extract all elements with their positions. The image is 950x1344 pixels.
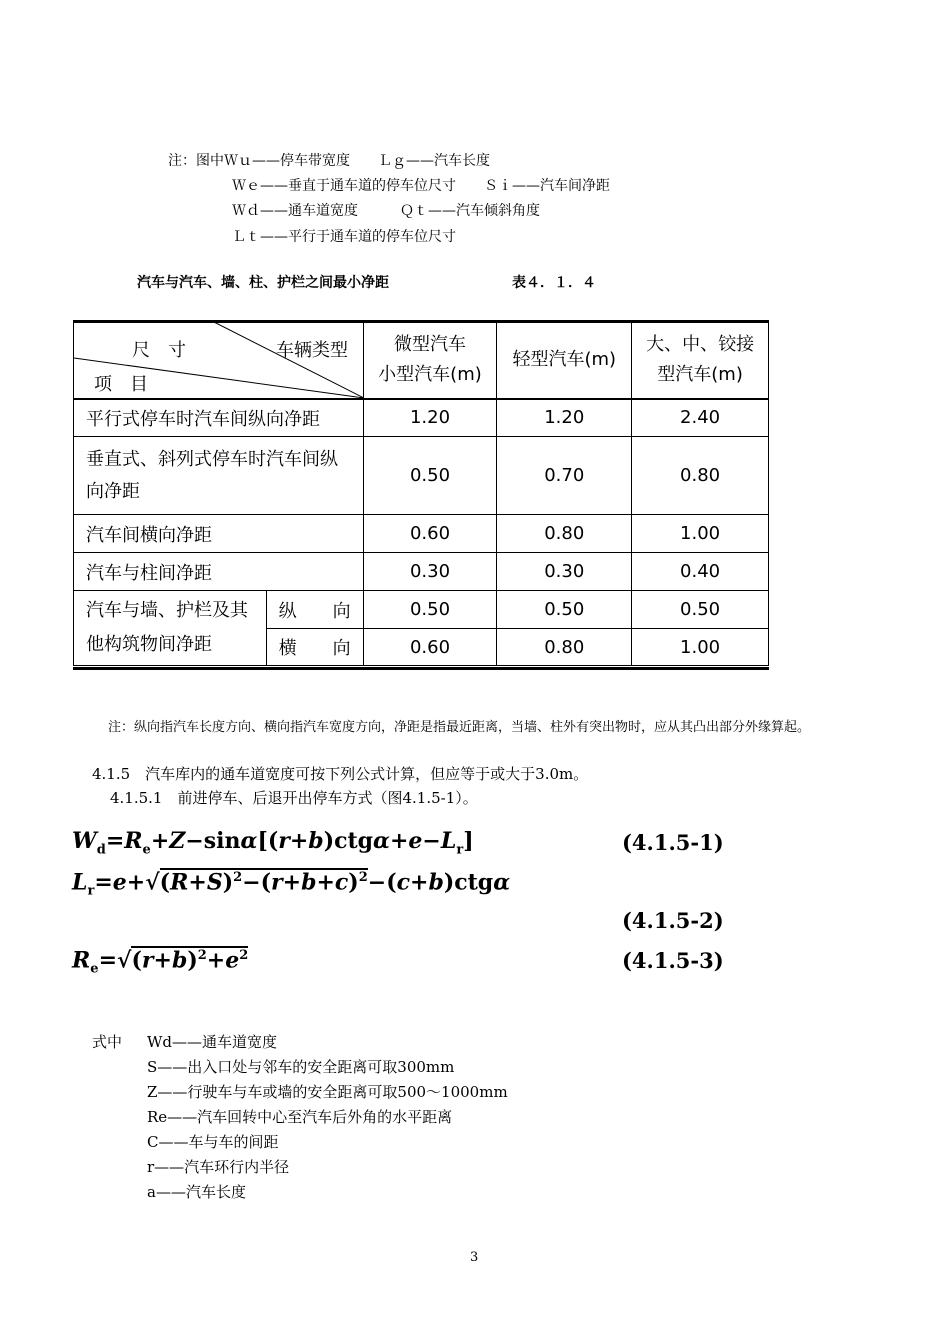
header-col-large-line2: 型汽车(m) [657, 364, 743, 385]
cell-value: 0.60 [363, 629, 497, 666]
note-line-3: Ｗｄ——通车道宽度 Ｑｔ——汽车倾斜角度 [232, 203, 540, 219]
row-label-line2: 向净距 [86, 480, 140, 502]
cell-value: 0.80 [632, 437, 769, 515]
header-col-large-line1: 大、中、铰接 [646, 334, 755, 355]
diagonal-header-cell [74, 322, 364, 399]
cell-value: 0.30 [497, 553, 632, 591]
direction-label: 纵 向 [266, 591, 363, 629]
table-row [74, 399, 769, 437]
table-title: 汽车与汽车、墙、柱、护栏之间最小净距 [137, 275, 389, 291]
table-bottom-rule [73, 667, 769, 670]
cell-value: 0.40 [632, 553, 769, 591]
page-number: 3 [470, 1250, 479, 1265]
table-header-rule [73, 398, 769, 400]
legend-item: Z——行驶车与车或墙的安全距离可取500～1000mm [147, 1083, 508, 1101]
legend-item: a——汽车长度 [147, 1183, 246, 1201]
header-type-label: 车辆类型 [276, 340, 348, 361]
cell-value: 0.50 [497, 591, 632, 629]
table-row [74, 515, 769, 553]
section-4-1-5: 4.1.5 汽车库内的通车道宽度可按下列公式计算，但应等于或大于3.0m。 [92, 765, 589, 783]
cell-value: 0.50 [363, 591, 497, 629]
table-row [74, 437, 769, 515]
legend-item: Wd——通车道宽度 [147, 1033, 278, 1051]
row-label [74, 437, 364, 515]
cell-value: 1.00 [632, 515, 769, 553]
table-note: 注：纵向指汽车长度方向、横向指汽车宽度方向，净距是指最近距离，当墙、柱外有突出物时，应从其凸出部分外缘算起。 [108, 720, 811, 735]
direction-label: 横 向 [266, 629, 363, 666]
table-row [74, 553, 769, 591]
table-row [74, 591, 769, 629]
cell-value: 2.40 [632, 399, 769, 437]
equation-3-number: (4.1.5-3) [622, 948, 724, 973]
table-top-rule [73, 320, 769, 323]
cell-value: 1.20 [363, 399, 497, 437]
cell-value: 0.80 [497, 515, 632, 553]
equation-2: $L_r=e+√(R+S)^2-(r+b+c)^2-(c+b)ctg\alpha$ [72, 869, 511, 899]
header-col-light: 轻型汽车(m) [497, 322, 632, 399]
cell-value: 0.50 [632, 591, 769, 629]
equation-1-number: (4.1.5-1) [622, 830, 724, 855]
row-label: 平行式停车时汽车间纵向净距 [74, 399, 364, 437]
header-item-label: 项 目 [94, 374, 148, 395]
cell-value: 0.50 [363, 437, 497, 515]
header-col-large [632, 322, 769, 399]
cell-value: 1.00 [632, 629, 769, 666]
equation-1: $W_d=R_e+Z-\sin\alpha[(r+b)ctg\alpha+e-L_r]$ [72, 828, 474, 858]
equation-3: $R_e=√(r+b)^2+e^2$ [72, 947, 249, 977]
row-label-line1: 垂直式、斜列式停车时汽车间纵 [86, 448, 338, 470]
cell-value: 0.70 [497, 437, 632, 515]
row-label-wall-line1: 汽车与墙、护栏及其 [86, 600, 248, 621]
row-label-wall [74, 591, 267, 666]
cell-value: 1.20 [497, 399, 632, 437]
table-header-row [74, 322, 769, 399]
legend-item: r——汽车环行内半径 [147, 1158, 290, 1176]
note-line-2: Ｗｅ——垂直于通车道的停车位尺寸 Ｓｉ——汽车间净距 [232, 178, 610, 194]
equation-2-number: (4.1.5-2) [622, 908, 724, 933]
row-label: 汽车与柱间净距 [74, 553, 364, 591]
clearance-table [73, 321, 769, 666]
cell-value: 0.60 [363, 515, 497, 553]
section-4-1-5-1: 4.1.5.1 前进停车、后退开出停车方式（图4.1.5-1）。 [110, 789, 478, 807]
legend-item: C——车与车的间距 [147, 1133, 279, 1151]
header-col-mini [363, 322, 497, 399]
note-line-1: 注：图中Ｗｕ——停车带宽度 Ｌｇ——汽车长度 [168, 153, 490, 169]
header-size-label: 尺 寸 [132, 340, 186, 361]
cell-value: 0.30 [363, 553, 497, 591]
row-label: 汽车间横向净距 [74, 515, 364, 553]
legend-intro: 式中 [92, 1033, 123, 1051]
header-col-mini-line2: 小型汽车(m) [378, 364, 482, 385]
header-col-mini-line1: 微型汽车 [393, 334, 466, 355]
cell-value: 0.80 [497, 629, 632, 666]
legend-item: S——出入口处与邻车的安全距离可取300mm [147, 1058, 455, 1076]
legend-item: Re——汽车回转中心至汽车后外角的水平距离 [147, 1108, 453, 1126]
row-label-wall-line2: 他构筑物间净距 [86, 634, 212, 655]
table-number: 表４．１．４ [512, 275, 596, 291]
note-line-4: Ｌｔ——平行于通车道的停车位尺寸 [232, 229, 456, 245]
